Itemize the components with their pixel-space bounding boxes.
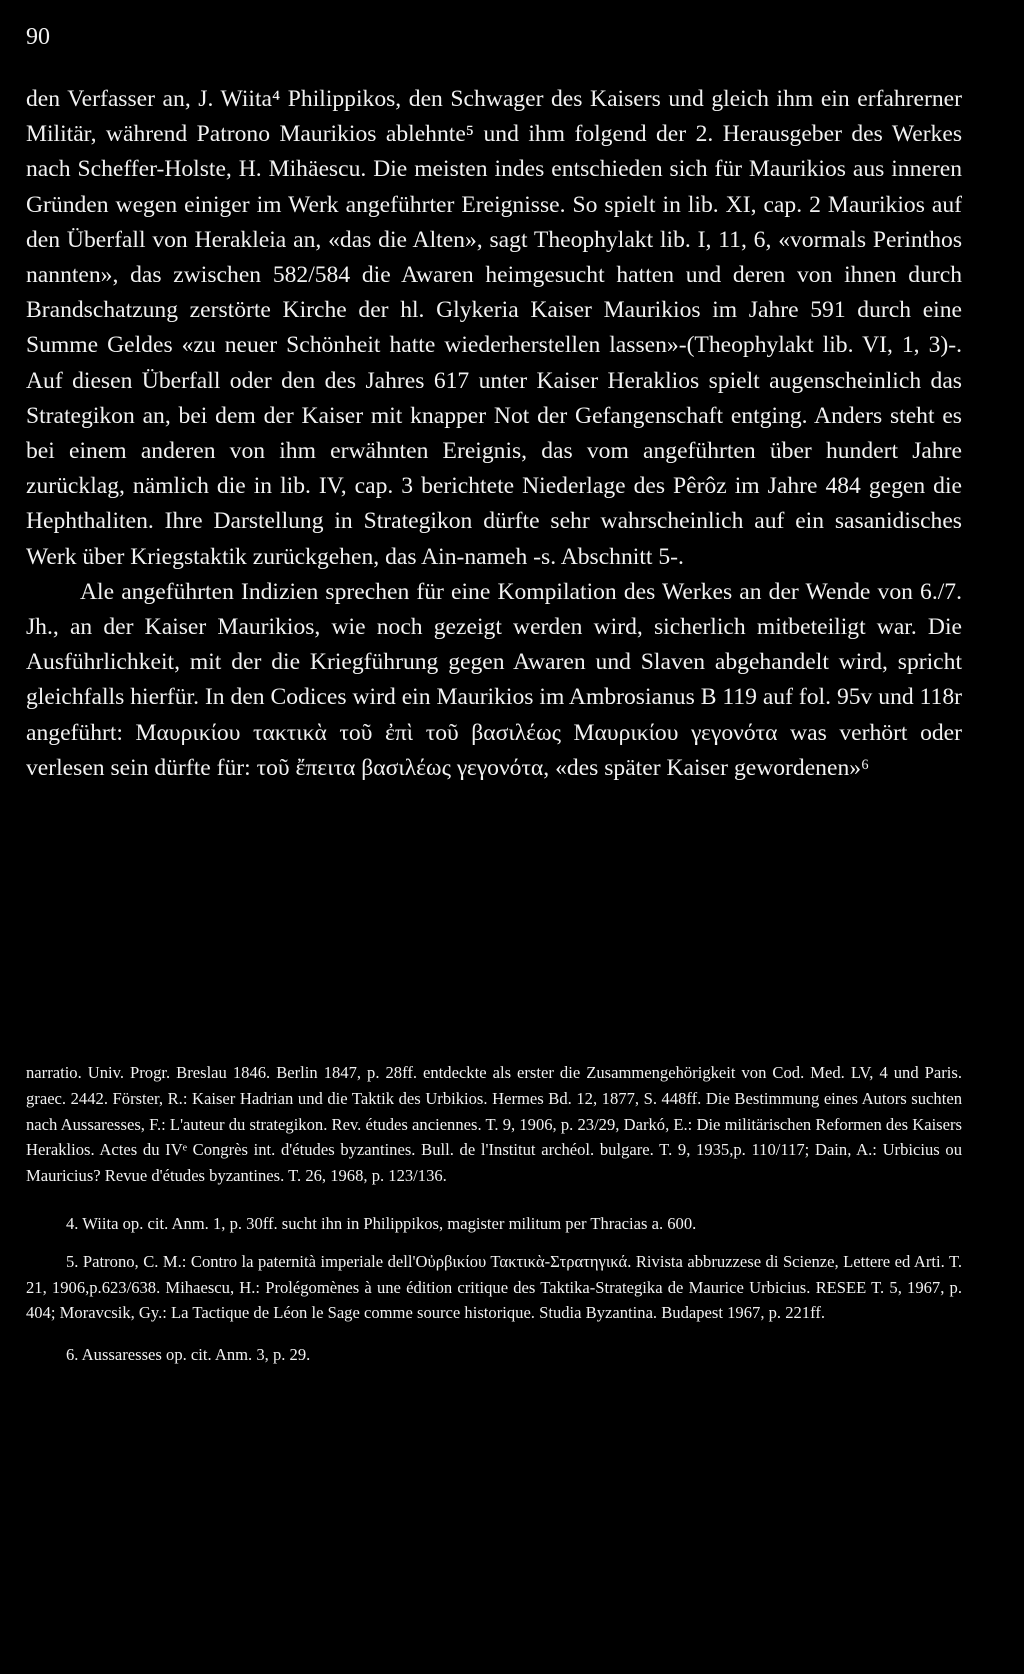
footnote-5: 5. Patrono, C. M.: Contro la paternità imperiale dell'Οὐρβικίου Τακτικὰ-Στρατηγικά. Rivista abbruzzese di Scienze, Lettere ed Arti. T. 21, 1906,p.623/638. Mihaescu, H.: Prolégomènes à une édition critique des Taktika-Strategika de Maurice Urbicius. RESEE T. 5, 1967, p. 404; Moravcsik, Gy.: La Tactique de Léon le Sage comme source historique. Studia Byzantina. Budapest 1967, p. 221ff. bbox=[26, 1251, 962, 1323]
paragraph: den Verfasser an, J. Wiita⁴ Philippikos, den Schwager des Kaisers und gleich ihm ein erfahrerner Militär, während Patrono Maurikios ablehnte⁵ und ihm folgend der 2. Herausgeber des Werkes nach Scheffer-Holste, H. Mihäescu. Die meisten indes entschieden sich für Maurikios aus inneren Gründen wegen einiger im Werk angeführter Ereignisse. So spielt in lib. XI, cap. 2 Maurikios auf den Überfall von Herakleia an, «das die Alten», sagt Theophylakt lib. I, 11, 6, «vormals Perinthos nannten», das zwischen 582/584 die Awaren heimgesucht hatten und deren von ihnen durch Brandschatzung zerstörte Kirche der hl. Glykeria Kaiser Maurikios im Jahre 591 durch eine Summe Geldes «zu neuer Schönheit hatte wiederherstellen lassen»-(Theophylakt lib. VI, 1, 3)-. Auf diesen Überfall oder den des Jahres 617 unter Kaiser Heraklios spielt augenscheinlich das Strategikon an, bei dem der Kaiser mit knapper Not der Gefangenschaft entging. Anders steht es bei einem anderen von ihm erwähnten Ereignis, das vom angeführten über hundert Jahre zurücklag, nämlich die in lib. IV, cap. 3 berichtete Niederlage des Pêrôz im Jahre 484 gegen die Hephthaliten. Ihre Darstellung in Strategikon dürfte sehr wahrscheinlich auf ein sasanidisches Werk über Kriegstaktik zurückgehen, das Ain-nameh -s. Abschnitt 5-. bbox=[26, 86, 962, 570]
footnote-4: 4. Wiita op. cit. Anm. 1, p. 30ff. sucht ihn in Philippikos, magister militum per Thracias a. 600. bbox=[66, 1213, 697, 1233]
page-number: 90 bbox=[26, 24, 50, 50]
footnote-6: 6. Aussaresses op. cit. Anm. 3, p. 29. bbox=[66, 1345, 311, 1365]
paragraph: Ale angeführten Indizien sprechen für eine Kompilation des Werkes an der Wende von 6./7. Jh., an der Kaiser Maurikios, wie noch gezeigt werden wird, sicherlich mitbeteiligt war. Die Ausführlichkeit, mit der die Kriegführung gegen Awaren und Slaven abgehandelt wird, spricht gleichfalls hierfür. In den Codices wird ein Maurikios im Ambrosianus B 119 auf fol. 95v und 118r angeführt: Μαυρικίου τακτικὰ τοῦ ἐπὶ τοῦ βασιλέως Μαυρικίου γεγονότα was verhört oder verlesen sein dürfte für: τοῦ ἔπειτα βασιλέως γεγονότα, «des später Kaiser gewordenen»⁶ bbox=[26, 578, 962, 781]
main-text bbox=[26, 82, 962, 786]
footnote-continuation: narratio. Univ. Progr. Breslau 1846. Berlin 1847, p. 28ff. entdeckte als erster die Zusammengehörigkeit von Cod. Med. LV, 4 und Paris. graec. 2442. Förster, R.: Kaiser Hadrian und die Taktik des Urbikios. Hermes Bd. 12, 1877, S. 448ff. Die Bestimmung eines Autors suchten nach Aussaresses, F.: L'auteur du strategikon. Rev. études anciennes. T. 9, 1906, p. 23/29, Darkó, E.: Die militärischen Reformen des Kaisers Heraklios. Actes du IVᵉ Congrès int. d'études byzantines. Bull. de l'Institut archéol. bulgare. T. 9, 1935,p. 110/117; Dain, A.: Urbicius ou Mauricius? Revue d'études byzantines. T. 26, 1968, p. 123/136. bbox=[26, 1063, 962, 1186]
footnotes bbox=[26, 1060, 962, 1368]
